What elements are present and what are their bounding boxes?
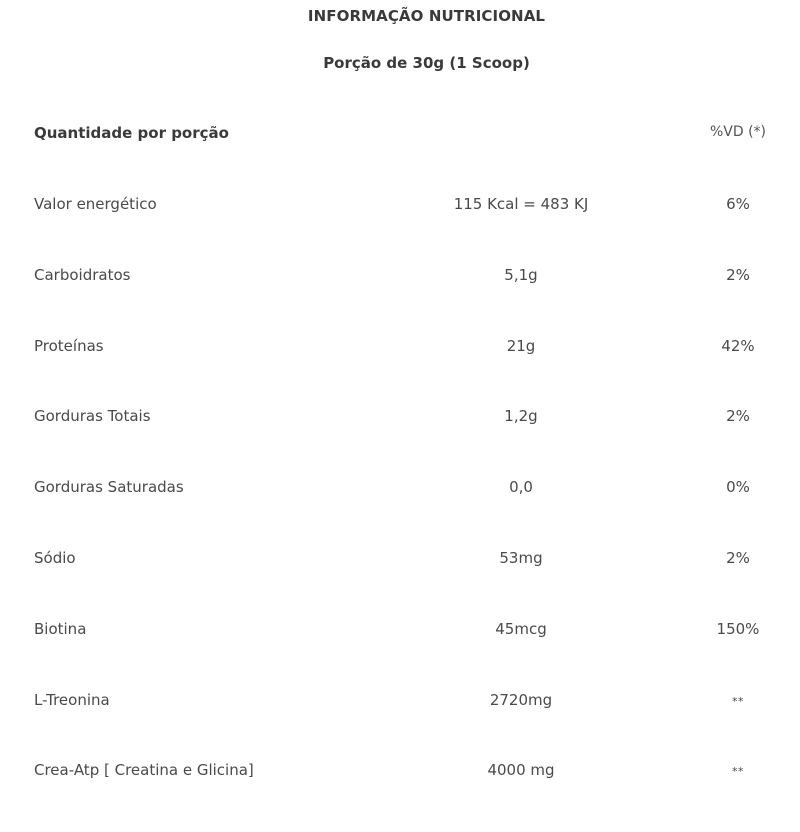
nutrient-vd: 42% <box>721 336 755 355</box>
header-vd-label: %VD (*) <box>709 124 767 140</box>
nutrient-amount: 0,0 <box>509 478 533 497</box>
nutrient-name: Gorduras Saturadas <box>34 478 184 497</box>
nutrient-amount: 5,1g <box>504 265 538 284</box>
nutrient-amount: 21g <box>506 336 536 355</box>
serving-size: Porção de 30g (1 Scoop) <box>323 54 530 72</box>
nutrient-amount: 4000 mg <box>487 761 555 780</box>
nutrition-table <box>0 195 800 832</box>
table-row <box>0 691 800 762</box>
nutrient-name: Crea-Atp [ Creatina e Glicina] <box>34 761 254 780</box>
table-row <box>0 761 800 832</box>
nutrient-amount: 53mg <box>499 548 543 567</box>
table-row <box>0 549 800 620</box>
nutrient-vd: 0% <box>726 478 750 497</box>
table-row <box>0 620 800 691</box>
nutrient-name: Biotina <box>34 619 87 638</box>
table-row <box>0 337 800 408</box>
table-row <box>0 407 800 478</box>
nutrient-vd: ** <box>732 765 744 779</box>
table-header <box>0 124 800 146</box>
nutrient-amount: 1,2g <box>504 407 538 426</box>
nutrient-name: Carboidratos <box>34 265 131 284</box>
nutrient-vd: ** <box>732 694 744 708</box>
nutrient-name: Valor energético <box>34 195 157 213</box>
nutrient-amount: 2720mg <box>489 690 553 709</box>
nutrient-vd: 150% <box>716 619 760 638</box>
header-quantity-label: Quantidade por porção <box>34 124 229 142</box>
nutrient-name: Gorduras Totais <box>34 407 151 426</box>
nutrient-name: Sódio <box>34 548 76 567</box>
nutrient-vd: 2% <box>726 265 750 284</box>
table-row <box>0 478 800 549</box>
nutrient-vd: 2% <box>726 548 750 567</box>
nutrient-name: L-Treonina <box>34 690 110 709</box>
table-row <box>0 266 800 337</box>
table-row <box>0 195 800 266</box>
nutrient-amount: 115 Kcal = 483 KJ <box>453 195 589 213</box>
table-title: INFORMAÇÃO NUTRICIONAL <box>307 7 546 25</box>
nutrient-name: Proteínas <box>34 336 104 355</box>
nutrient-amount: 45mcg <box>495 619 547 638</box>
nutrient-vd: 6% <box>726 195 750 213</box>
nutrient-vd: 2% <box>726 407 750 426</box>
